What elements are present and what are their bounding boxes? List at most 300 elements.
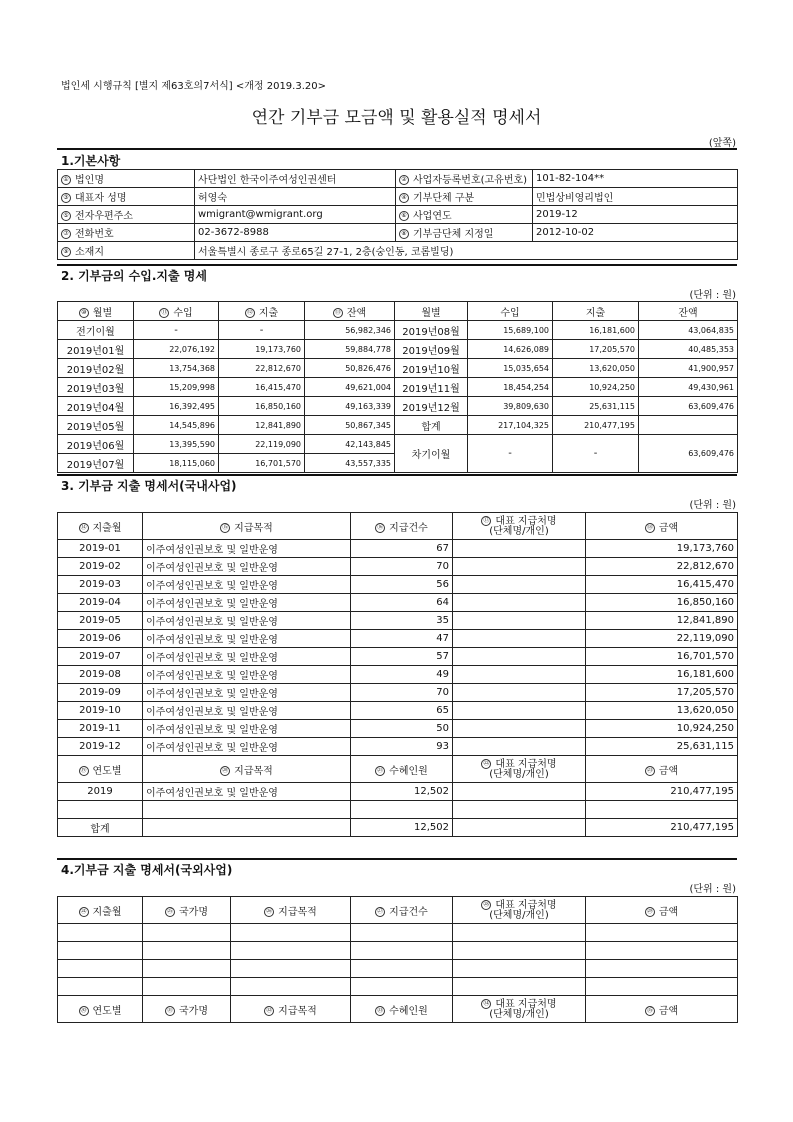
info-row <box>58 242 738 260</box>
cell-text: 지급목적 <box>278 1005 317 1017</box>
field-label <box>396 170 533 188</box>
field-value-text: 2019-12 <box>536 209 578 220</box>
count-cell <box>351 738 453 756</box>
income-cell-text: 22,076,192 <box>169 344 215 354</box>
month-cell-text: 2019년03월 <box>66 383 125 395</box>
header-line-2: (단체명/개인) <box>489 768 549 780</box>
circled-number-icon: ⑳ <box>222 766 229 774</box>
month-cell <box>58 340 134 359</box>
field-value <box>195 224 396 242</box>
count-cell-text: 50 <box>436 723 449 734</box>
month-cell-text: 2019년09월 <box>402 345 460 357</box>
expense-cell <box>219 454 305 473</box>
cell-text: 지출 <box>258 307 279 319</box>
circled-number-icon: ⑬ <box>334 308 341 316</box>
month-cell-text: 2019-10 <box>79 705 121 716</box>
table-cell <box>586 756 738 783</box>
table-cell <box>351 756 453 783</box>
empty-row <box>58 924 738 942</box>
cell-text: 지급목적 <box>278 906 317 918</box>
table-cell <box>231 897 351 924</box>
month-cell <box>395 359 468 378</box>
amount-cell-text: 16,415,470 <box>676 579 734 590</box>
circled-number-icon: ⑥ <box>399 211 409 221</box>
purpose-cell <box>143 594 351 612</box>
field-label-text: 전화번호 <box>75 229 114 240</box>
info-row <box>58 224 738 242</box>
circled-number-icon: ⑲ <box>80 766 87 774</box>
circled-number-icon: ⑮ <box>222 523 229 531</box>
count-cell-text: 67 <box>436 543 449 554</box>
expense-cell <box>553 378 639 397</box>
month-cell <box>58 594 143 612</box>
header-line-2: (단체명/개인) <box>489 525 549 537</box>
expense-cell-text: 210,477,195 <box>584 420 635 430</box>
month-cell-text: 2019년04월 <box>66 402 125 414</box>
cell-text: 지급건수 <box>389 522 428 534</box>
month-cell <box>58 397 134 416</box>
income-cell-text: 15,035,654 <box>503 363 549 373</box>
data-row <box>58 738 738 756</box>
header-line-2: (단체명/개인) <box>489 909 549 921</box>
income-cell-text: 18,454,254 <box>503 382 549 392</box>
income-expense-table <box>57 301 738 473</box>
month-cell-text: 2019년01월 <box>66 345 125 357</box>
count-cell <box>351 558 453 576</box>
table-cell <box>58 302 134 321</box>
table-cell <box>553 302 639 321</box>
balance-cell <box>639 359 738 378</box>
total-amount-text: 210,477,195 <box>670 822 734 833</box>
balance-cell <box>639 321 738 340</box>
balance-cell-text: 49,163,339 <box>345 401 391 411</box>
cell-text: 지급목적 <box>234 765 273 777</box>
section-2-title: 2. 기부금의 수입.지출 명세 <box>61 269 207 283</box>
header-line-1 <box>456 516 582 527</box>
cell-text: 월별 <box>421 307 441 319</box>
income-cell-text: 15,209,998 <box>169 382 215 392</box>
payee-cell <box>453 648 586 666</box>
month-cell-text: 2019-03 <box>79 579 121 590</box>
circled-number-icon: ㉒ <box>483 759 490 767</box>
cell-text: 2019 <box>87 786 113 797</box>
cell-text: 지출월 <box>92 906 122 918</box>
table-cell <box>453 783 586 801</box>
balance-cell <box>305 454 395 473</box>
cell-text: 12,502 <box>414 786 449 797</box>
income-cell-text: 18,115,060 <box>169 458 215 468</box>
circled-number-icon: ⑦ <box>61 229 71 239</box>
table-cell <box>586 783 738 801</box>
header-line-1 <box>456 900 582 911</box>
amount-cell-text: 10,924,250 <box>676 723 734 734</box>
circled-number-icon: ⑩ <box>79 308 89 318</box>
purpose-cell <box>143 576 351 594</box>
month-cell <box>58 540 143 558</box>
count-cell <box>351 612 453 630</box>
header-row <box>58 756 738 783</box>
table-cell <box>586 801 738 819</box>
cell-text: 수입 <box>500 307 520 319</box>
purpose-cell-text: 이주여성인권보호 및 일반운영 <box>146 725 278 736</box>
income-cell-text: 39,809,630 <box>503 401 549 411</box>
income-cell-text: 16,392,495 <box>169 401 215 411</box>
month-cell-text: 2019년06월 <box>66 440 125 452</box>
month-cell-text: 2019-08 <box>79 669 121 680</box>
circled-number-icon: ⑭ <box>80 523 87 531</box>
balance-cell <box>305 435 395 454</box>
section-1-title: 1.기본사항 <box>61 154 121 168</box>
expense-cell-text: - <box>259 324 264 336</box>
field-label-text: 사업자등록번호(고유번호) <box>413 175 528 186</box>
header-line-1 <box>456 999 582 1010</box>
circled-number-icon: ㉛ <box>166 1006 173 1014</box>
amount-cell <box>586 540 738 558</box>
count-cell-text: 35 <box>436 615 449 626</box>
month-cell-text: 2019년07월 <box>66 459 125 471</box>
purpose-cell <box>143 666 351 684</box>
income-cell <box>134 416 219 435</box>
month-cell-text: 2019-04 <box>79 597 121 608</box>
income-cell <box>134 435 219 454</box>
amount-cell <box>586 558 738 576</box>
amount-cell <box>586 702 738 720</box>
table-cell <box>231 942 351 960</box>
table-cell <box>453 978 586 996</box>
data-row <box>58 416 738 435</box>
cell-text: 수입 <box>173 307 193 319</box>
month-cell <box>58 684 143 702</box>
circled-number-icon: ㉖ <box>266 907 273 915</box>
balance-cell-text: 42,143,845 <box>345 439 391 449</box>
balance-cell <box>639 397 738 416</box>
header-line-2: (단체명/개인) <box>489 1008 549 1020</box>
count-cell-text: 93 <box>436 741 449 752</box>
info-row <box>58 188 738 206</box>
circled-number-icon: ③ <box>61 193 71 203</box>
cell-text: 국가명 <box>179 906 208 918</box>
amount-cell-text: 16,181,600 <box>676 669 734 680</box>
circled-number-icon: ⑱ <box>646 523 653 531</box>
cell-text: 지출월 <box>92 522 122 534</box>
header-row <box>58 302 738 321</box>
month-cell-text: 합계 <box>421 421 441 433</box>
count-cell-text: 49 <box>436 669 449 680</box>
month-cell-text: 2019-12 <box>79 741 121 752</box>
month-cell-text: 2019년10월 <box>402 364 460 376</box>
total-people <box>351 819 453 837</box>
circled-number-icon: ㉓ <box>646 766 653 774</box>
count-cell-text: 64 <box>436 597 449 608</box>
page-side-note: (앞쪽) <box>708 138 736 149</box>
expense-cell-text: 19,173,760 <box>255 344 301 354</box>
carry-balance <box>639 435 738 473</box>
cell-text: 이주여성인권보호 및 일반운영 <box>146 788 278 799</box>
month-cell <box>58 435 134 454</box>
expense-cell-text: 10,924,250 <box>589 382 635 392</box>
field-value <box>195 188 396 206</box>
purpose-cell-text: 이주여성인권보호 및 일반운영 <box>146 635 278 646</box>
amount-cell <box>586 594 738 612</box>
table-cell <box>143 978 231 996</box>
amount-cell-text: 16,701,570 <box>676 651 734 662</box>
balance-cell-text: 49,621,004 <box>345 382 391 392</box>
amount-cell <box>586 738 738 756</box>
expense-cell-text: 16,181,600 <box>589 325 635 335</box>
header-text: 대표 지급처명 <box>495 998 557 1010</box>
payee-cell <box>453 720 586 738</box>
total-row <box>58 819 738 837</box>
field-value-text: wmigrant@wmigrant.org <box>198 209 323 220</box>
field-value-text: 민법상비영리법인 <box>536 193 614 204</box>
expense-cell <box>219 397 305 416</box>
income-cell <box>134 359 219 378</box>
field-label-text: 전자우편주소 <box>75 211 133 222</box>
circled-number-icon: ⑪ <box>161 308 168 316</box>
cell-text: 지급목적 <box>234 522 273 534</box>
circled-number-icon: ⑨ <box>61 247 71 257</box>
table-cell <box>134 302 219 321</box>
count-cell <box>351 648 453 666</box>
cell-text: 잔액 <box>678 307 698 319</box>
header-text: 대표 지급처명 <box>495 758 557 770</box>
data-row <box>58 359 738 378</box>
field-label <box>58 188 195 206</box>
table-cell <box>143 996 231 1023</box>
table-cell <box>58 960 143 978</box>
field-label <box>396 206 533 224</box>
circled-number-icon: ㉚ <box>80 1006 87 1014</box>
month-cell <box>395 378 468 397</box>
income-cell-text: 217,104,325 <box>498 420 549 430</box>
count-cell-text: 65 <box>436 705 449 716</box>
month-cell-text: 2019년11월 <box>402 383 460 395</box>
payee-cell <box>453 702 586 720</box>
payee-cell <box>453 594 586 612</box>
circled-number-icon: ② <box>399 175 409 185</box>
circled-number-icon: ⑰ <box>483 516 490 524</box>
table-cell <box>453 801 586 819</box>
expense-cell-text: 16,850,160 <box>255 401 301 411</box>
count-cell-text: 70 <box>436 687 449 698</box>
month-cell <box>58 648 143 666</box>
balance-cell-text: 50,867,345 <box>345 420 391 430</box>
income-cell <box>468 378 553 397</box>
purpose-cell <box>143 630 351 648</box>
table-cell <box>58 924 143 942</box>
circled-number-icon: ㉟ <box>646 1006 653 1014</box>
count-cell <box>351 576 453 594</box>
empty-row <box>58 942 738 960</box>
balance-cell <box>305 321 395 340</box>
purpose-cell-text: 이주여성인권보호 및 일반운영 <box>146 599 278 610</box>
count-cell <box>351 702 453 720</box>
table-cell <box>58 978 143 996</box>
month-cell <box>58 416 134 435</box>
table-cell <box>586 960 738 978</box>
data-row <box>58 576 738 594</box>
month-cell <box>58 359 134 378</box>
count-cell-text: 70 <box>436 561 449 572</box>
expense-cell <box>219 435 305 454</box>
cell-text: 월별 <box>92 307 113 319</box>
amount-cell <box>586 576 738 594</box>
table-cell <box>58 942 143 960</box>
total-label <box>58 819 143 837</box>
circled-number-icon: ⑫ <box>246 308 253 316</box>
table-cell <box>143 960 231 978</box>
amount-cell <box>586 648 738 666</box>
balance-cell <box>639 416 738 435</box>
month-cell <box>58 666 143 684</box>
cell-text: 연도별 <box>92 765 122 777</box>
law-reference: 법인세 시행규칙 [별지 제63호의7서식] <개정 2019.3.20> <box>61 81 326 92</box>
month-cell-text: 2019년08월 <box>402 326 460 338</box>
amount-cell <box>586 612 738 630</box>
empty-row <box>58 978 738 996</box>
section-4-rule <box>57 858 737 860</box>
table-cell <box>351 513 453 540</box>
total-people-text: 12,502 <box>414 822 449 833</box>
section-2-rule <box>57 264 737 266</box>
count-cell <box>351 594 453 612</box>
circled-number-icon: ⑧ <box>399 229 409 239</box>
balance-cell <box>305 397 395 416</box>
income-cell-text: - <box>174 324 178 336</box>
carry-expense-text: - <box>593 448 598 459</box>
section-4-title: 4.기부금 지출 명세서(국외사업) <box>61 863 233 877</box>
header-row <box>58 513 738 540</box>
cell-text: 잔액 <box>346 307 367 319</box>
count-cell-text: 57 <box>436 651 449 662</box>
expense-cell-text: 13,620,050 <box>589 363 635 373</box>
month-cell <box>58 454 134 473</box>
purpose-cell <box>143 648 351 666</box>
count-cell <box>351 666 453 684</box>
field-label-text: 소재지 <box>75 247 104 258</box>
field-label <box>58 206 195 224</box>
circled-number-icon: ㉘ <box>483 900 490 908</box>
amount-cell <box>586 684 738 702</box>
month-cell-text: 2019-02 <box>79 561 121 572</box>
payee-cell <box>453 540 586 558</box>
expense-cell <box>219 378 305 397</box>
field-value-text: 101-82-104** <box>536 173 605 184</box>
amount-cell-text: 22,812,670 <box>676 561 734 572</box>
balance-cell-text: 43,557,335 <box>345 458 391 468</box>
field-label-text: 사업연도 <box>413 211 452 222</box>
income-cell <box>468 340 553 359</box>
table-cell <box>58 513 143 540</box>
circled-number-icon: ㉞ <box>483 999 490 1007</box>
table-cell <box>305 302 395 321</box>
basic-info-table <box>57 169 738 260</box>
purpose-cell <box>143 684 351 702</box>
payee-cell <box>453 630 586 648</box>
circled-number-icon: ㉗ <box>377 907 384 915</box>
page-title: 연간 기부금 모금액 및 활용실적 명세서 <box>251 108 542 128</box>
purpose-cell-text: 이주여성인권보호 및 일반운영 <box>146 581 278 592</box>
purpose-cell-text: 이주여성인권보호 및 일반운영 <box>146 671 278 682</box>
income-cell <box>468 359 553 378</box>
cell-text: 금액 <box>658 1005 679 1017</box>
circled-number-icon: ⑤ <box>61 211 71 221</box>
table-cell <box>143 819 351 837</box>
income-cell <box>134 378 219 397</box>
circled-number-icon: ④ <box>399 193 409 203</box>
amount-cell-text: 25,631,115 <box>676 741 734 752</box>
expense-cell <box>219 321 305 340</box>
expense-cell <box>553 340 639 359</box>
amount-cell-text: 12,841,890 <box>676 615 734 626</box>
data-row <box>58 684 738 702</box>
table-cell <box>586 978 738 996</box>
purpose-cell <box>143 558 351 576</box>
month-cell-text: 2019년12월 <box>402 402 460 414</box>
amount-cell-text: 19,173,760 <box>676 543 734 554</box>
balance-cell-text: 63,609,476 <box>688 401 734 411</box>
income-cell-text: 15,689,100 <box>503 325 549 335</box>
month-cell <box>395 321 468 340</box>
data-row <box>58 378 738 397</box>
balance-cell-text: 41,900,957 <box>688 363 734 373</box>
data-row <box>58 340 738 359</box>
table-cell <box>231 978 351 996</box>
purpose-cell <box>143 612 351 630</box>
month-cell <box>395 397 468 416</box>
table-cell <box>351 996 453 1023</box>
table-cell <box>453 924 586 942</box>
count-cell <box>351 684 453 702</box>
month-cell <box>58 702 143 720</box>
income-cell <box>468 416 553 435</box>
circled-number-icon: ㉕ <box>166 907 173 915</box>
month-cell-text: 2019년02월 <box>66 364 125 376</box>
address-value-text: 서울특별시 종로구 종로65길 27-1, 2층(숭인동, 코롬빌딩) <box>198 247 454 258</box>
circled-number-icon: ⑯ <box>377 523 384 531</box>
expense-cell <box>219 340 305 359</box>
section-1-rule <box>57 148 737 150</box>
circled-number-icon: ㉜ <box>266 1006 273 1014</box>
expense-cell <box>219 416 305 435</box>
table-cell <box>586 924 738 942</box>
cell-text: 지급건수 <box>389 906 428 918</box>
expense-cell <box>219 359 305 378</box>
data-row <box>58 648 738 666</box>
circled-number-icon: ㉔ <box>80 907 87 915</box>
table-cell <box>351 801 453 819</box>
income-cell <box>468 397 553 416</box>
balance-cell <box>305 359 395 378</box>
field-value-text: 사단법인 한국이주여성인권센터 <box>198 175 337 186</box>
field-value <box>195 206 396 224</box>
month-cell-text: 전기이월 <box>76 326 115 338</box>
balance-cell <box>305 378 395 397</box>
table-cell <box>351 783 453 801</box>
table-cell <box>453 756 586 783</box>
table-cell <box>468 302 553 321</box>
overseas-expense-table <box>57 896 738 1023</box>
domestic-expense-table <box>57 512 738 837</box>
purpose-cell <box>143 702 351 720</box>
amount-cell <box>586 720 738 738</box>
balance-cell <box>639 340 738 359</box>
circled-number-icon: ㉝ <box>377 1006 384 1014</box>
payee-cell <box>453 684 586 702</box>
data-row <box>58 612 738 630</box>
section-3-rule <box>57 474 737 476</box>
table-cell <box>58 783 143 801</box>
